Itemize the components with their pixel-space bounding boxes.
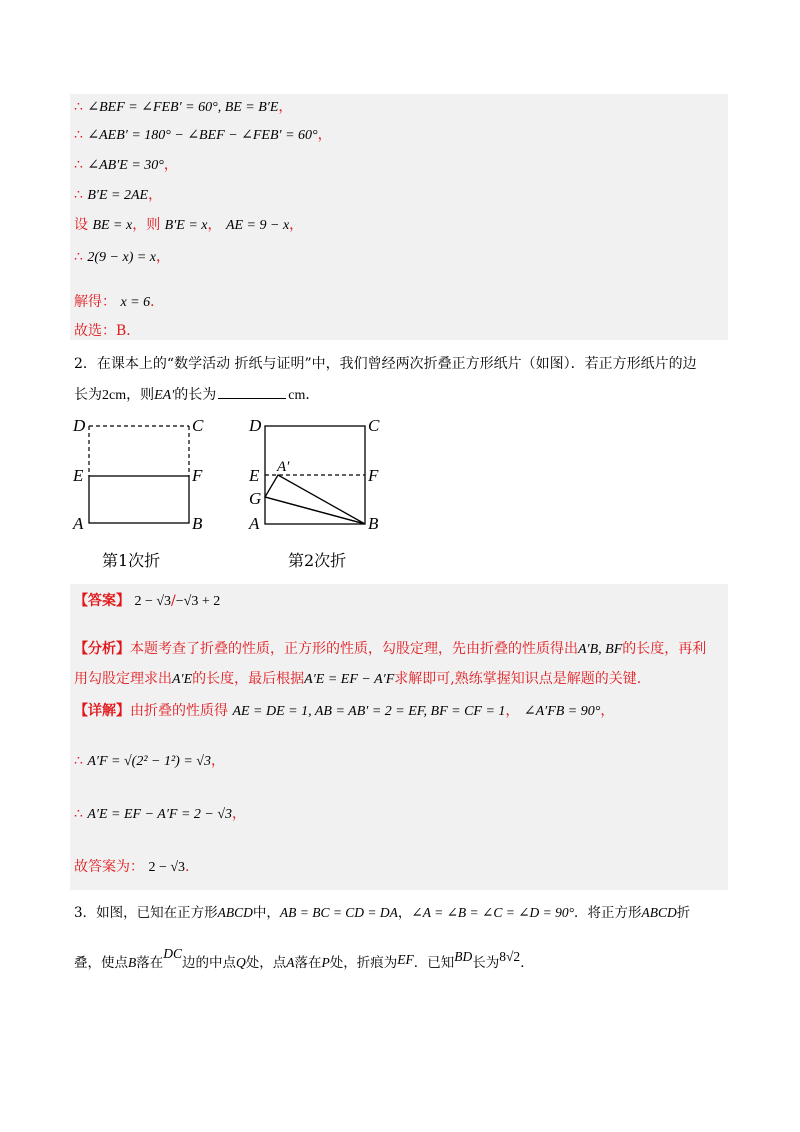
detail-line-1: 【详解】由折叠的性质得 AE = DE = 1, AB = AB′ = 2 = EF, BF = CF = 1， ∠A′FB = 90°， bbox=[74, 703, 615, 719]
analysis-line-1: 【分析】本题考查了折叠的性质，正方形的性质，勾股定理，先由折叠的性质得出A′B, BF的长度，再利 bbox=[74, 641, 707, 657]
fig2-label-c: C bbox=[368, 416, 380, 435]
fold2-segment-gb bbox=[265, 497, 365, 524]
question-3-line-2: 叠，使点B落在DC边的中点Q处，点A落在P处，折痕为EF．已知BD长为8√2． bbox=[74, 946, 534, 971]
fig1-label-f: F bbox=[192, 466, 203, 485]
fig2-label-a-prime: A′ bbox=[277, 459, 290, 475]
fig2-label-b: B bbox=[368, 514, 379, 533]
solution-line-4: ∴ B′E = 2AE， bbox=[74, 187, 163, 203]
detail-line-2: ∴ A′F = √(2² − 1²) = √3， bbox=[74, 753, 225, 769]
fig2-label-a: A bbox=[249, 514, 260, 533]
fold1-bottom-rect bbox=[89, 476, 189, 523]
solution-line-1: ∴ ∠BEF = ∠FEB′ = 60°, BE = B′E， bbox=[74, 99, 293, 115]
fig2-caption: 第2次折 bbox=[288, 551, 347, 570]
detail-line-4: 故答案为： 2 − √3. bbox=[74, 859, 190, 875]
solution-line-6: ∴ 2(9 − x) = x， bbox=[74, 249, 171, 265]
solution-shade-2 bbox=[70, 584, 728, 890]
analysis-line-2: 用勾股定理求出A′E的长度，最后根据A′E = EF − A′F求解即可,熟练掌握知识点是解题的关键. bbox=[74, 671, 642, 687]
fig1-label-e: E bbox=[73, 466, 84, 485]
question-3-line-1: 3．如图，已知在正方形ABCD中，AB = BC = CD = DA，∠A = ∠B = ∠C = ∠D = 90°．将正方形ABCD折 bbox=[74, 905, 691, 921]
detail-tag: 【详解】 bbox=[74, 703, 130, 719]
fig2-label-d: D bbox=[249, 416, 262, 435]
answer-line: 【答案】 2 − √3/−√3 + 2 bbox=[74, 593, 221, 609]
analysis-tag: 【分析】 bbox=[74, 641, 130, 657]
solution-line-7: 解得： x = 6． bbox=[74, 294, 165, 310]
answer-tag: 【答案】 bbox=[74, 593, 130, 609]
fig2-label-f: F bbox=[368, 466, 379, 485]
solution-line-3: ∴ ∠AB′E = 30°， bbox=[74, 157, 178, 173]
solution-line-5: 设 BE = x，则 B′E = x， AE = 9 − x， bbox=[74, 217, 304, 233]
fig1-label-c: C bbox=[192, 416, 204, 435]
question-2-line-1: 2．在课本上的“数学活动 折纸与证明”中，我们曾经两次折叠正方形纸片（如图）．若正方形纸片的边 bbox=[74, 356, 697, 372]
fig1-label-d: D bbox=[73, 416, 86, 435]
fig1-label-a: A bbox=[73, 514, 84, 533]
fig2-label-g: G bbox=[249, 489, 262, 508]
answer-blank[interactable] bbox=[218, 384, 286, 399]
fold2-folded-triangle bbox=[265, 475, 365, 524]
fig1-label-b: B bbox=[192, 514, 203, 533]
solution-line-2: ∴ ∠AEB′ = 180° − ∠BEF − ∠FEB′ = 60°， bbox=[74, 127, 332, 143]
detail-line-3: ∴ A′E = EF − A′F = 2 − √3， bbox=[74, 806, 247, 822]
fig2-label-e: E bbox=[249, 466, 260, 485]
fig1-caption: 第1次折 bbox=[102, 551, 161, 570]
solution-line-8: 故选：B． bbox=[74, 323, 141, 339]
question-2-line-2: 长为2cm，则EA′的长为 cm． bbox=[74, 384, 319, 405]
